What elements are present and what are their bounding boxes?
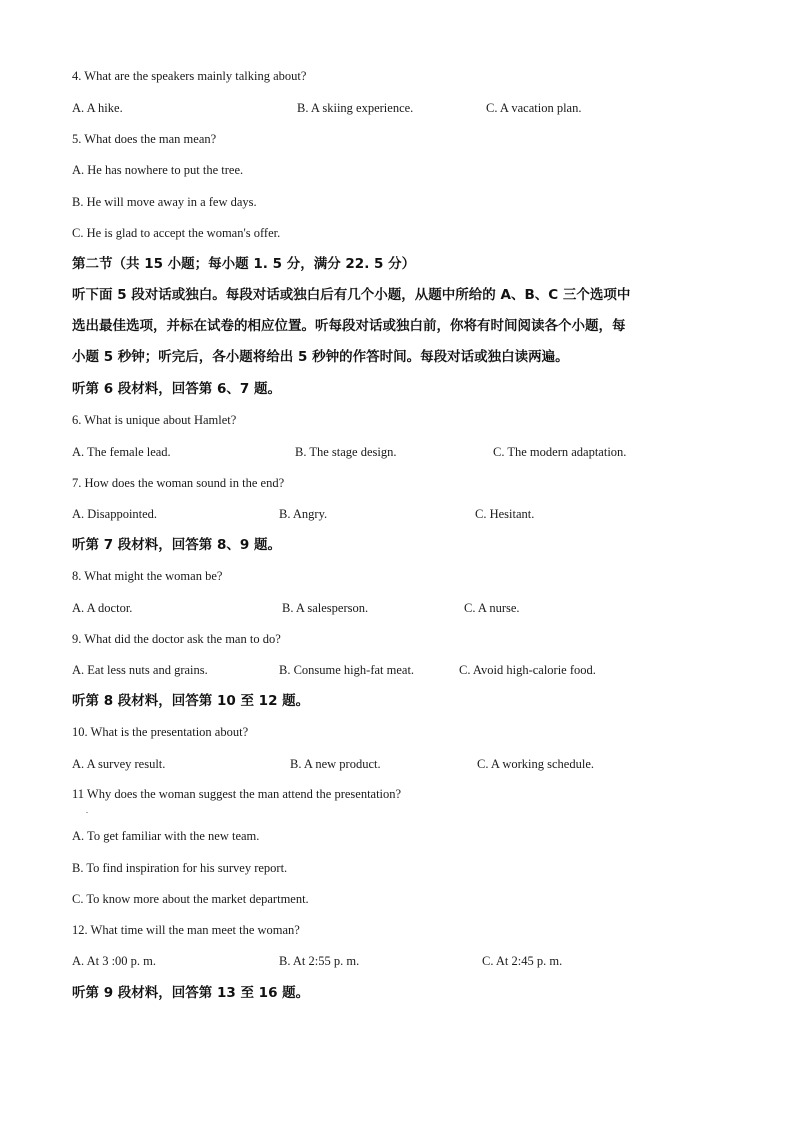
- q11-option-c: C. To know more about the market department.: [72, 892, 309, 906]
- q7-option-a: A. Disappointed.: [72, 507, 158, 521]
- q4-option-a: A. A hike.: [72, 101, 123, 115]
- q7-option-c: C. Hesitant.: [475, 507, 535, 521]
- q12-option-b: B. At 2:55 p. m.: [279, 954, 360, 968]
- question-8: 8. What might the woman be?: [72, 569, 223, 583]
- q8-option-c: C. A nurse.: [464, 601, 520, 615]
- q7-option-b: B. Angry.: [279, 507, 328, 521]
- q12-option-a: A. At 3 :00 p. m.: [72, 954, 157, 968]
- q10-option-c: C. A working schedule.: [477, 757, 595, 771]
- q8-option-b: B. A salesperson.: [282, 601, 369, 615]
- section-2-instruction-line-1: 听下面 5 段对话或独白。每段对话或独白后有几个小题，从题中所给的 A、B、C 三个选项中: [72, 287, 631, 303]
- q6-option-b: B. The stage design.: [295, 445, 397, 459]
- part-9-heading: 听第 9 段材料，回答第 13 至 16 题。: [72, 985, 310, 1001]
- q4-option-b: B. A skiing experience.: [297, 101, 414, 115]
- q11-option-a: A. To get familiar with the new team.: [72, 829, 260, 843]
- q8-option-a: A. A doctor.: [72, 601, 133, 615]
- question-12: 12. What time will the man meet the woman?: [72, 923, 300, 937]
- q9-option-b: B. Consume high-fat meat.: [279, 663, 415, 677]
- q9-option-a: A. Eat less nuts and grains.: [72, 663, 208, 677]
- question-9: 9. What did the doctor ask the man to do?: [72, 632, 281, 646]
- q10-option-a: A. A survey result.: [72, 757, 166, 771]
- stray-dot: .: [86, 806, 88, 815]
- q5-option-b: B. He will move away in a few days.: [72, 195, 257, 209]
- q5-option-c: C. He is glad to accept the woman's offer.: [72, 226, 281, 240]
- q10-option-b: B. A new product.: [290, 757, 381, 771]
- question-6: 6. What is unique about Hamlet?: [72, 413, 237, 427]
- q12-option-c: C. At 2:45 p. m.: [482, 954, 563, 968]
- q6-option-c: C. The modern adaptation.: [493, 445, 627, 459]
- section-2-instruction-line-2: 选出最佳选项，并标在试卷的相应位置。听每段对话或独白前，你将有时间阅读各个小题，每: [72, 318, 626, 334]
- part-7-heading: 听第 7 段材料，回答第 8、9 题。: [72, 537, 281, 553]
- q9-option-c: C. Avoid high-calorie food.: [459, 663, 596, 677]
- question-11: 11 Why does the woman suggest the man attend the presentation?: [72, 787, 402, 801]
- question-4: 4. What are the speakers mainly talking about?: [72, 69, 307, 83]
- part-6-heading: 听第 6 段材料，回答第 6、7 题。: [72, 381, 281, 397]
- q4-option-c: C. A vacation plan.: [486, 101, 582, 115]
- question-7: 7. How does the woman sound in the end?: [72, 476, 285, 490]
- section-2-heading: 第二节（共 15 小题；每小题 1. 5 分，满分 22. 5 分）: [72, 256, 416, 272]
- question-5: 5. What does the man mean?: [72, 132, 217, 146]
- q5-option-a: A. He has nowhere to put the tree.: [72, 163, 244, 177]
- q11-option-b: B. To find inspiration for his survey report.: [72, 861, 288, 875]
- part-8-heading: 听第 8 段材料，回答第 10 至 12 题。: [72, 693, 310, 709]
- section-2-instruction-line-3: 小题 5 秒钟；听完后，各小题将给出 5 秒钟的作答时间。每段对话或独白读两遍。: [72, 349, 569, 365]
- q6-option-a: A. The female lead.: [72, 445, 171, 459]
- question-10: 10. What is the presentation about?: [72, 725, 249, 739]
